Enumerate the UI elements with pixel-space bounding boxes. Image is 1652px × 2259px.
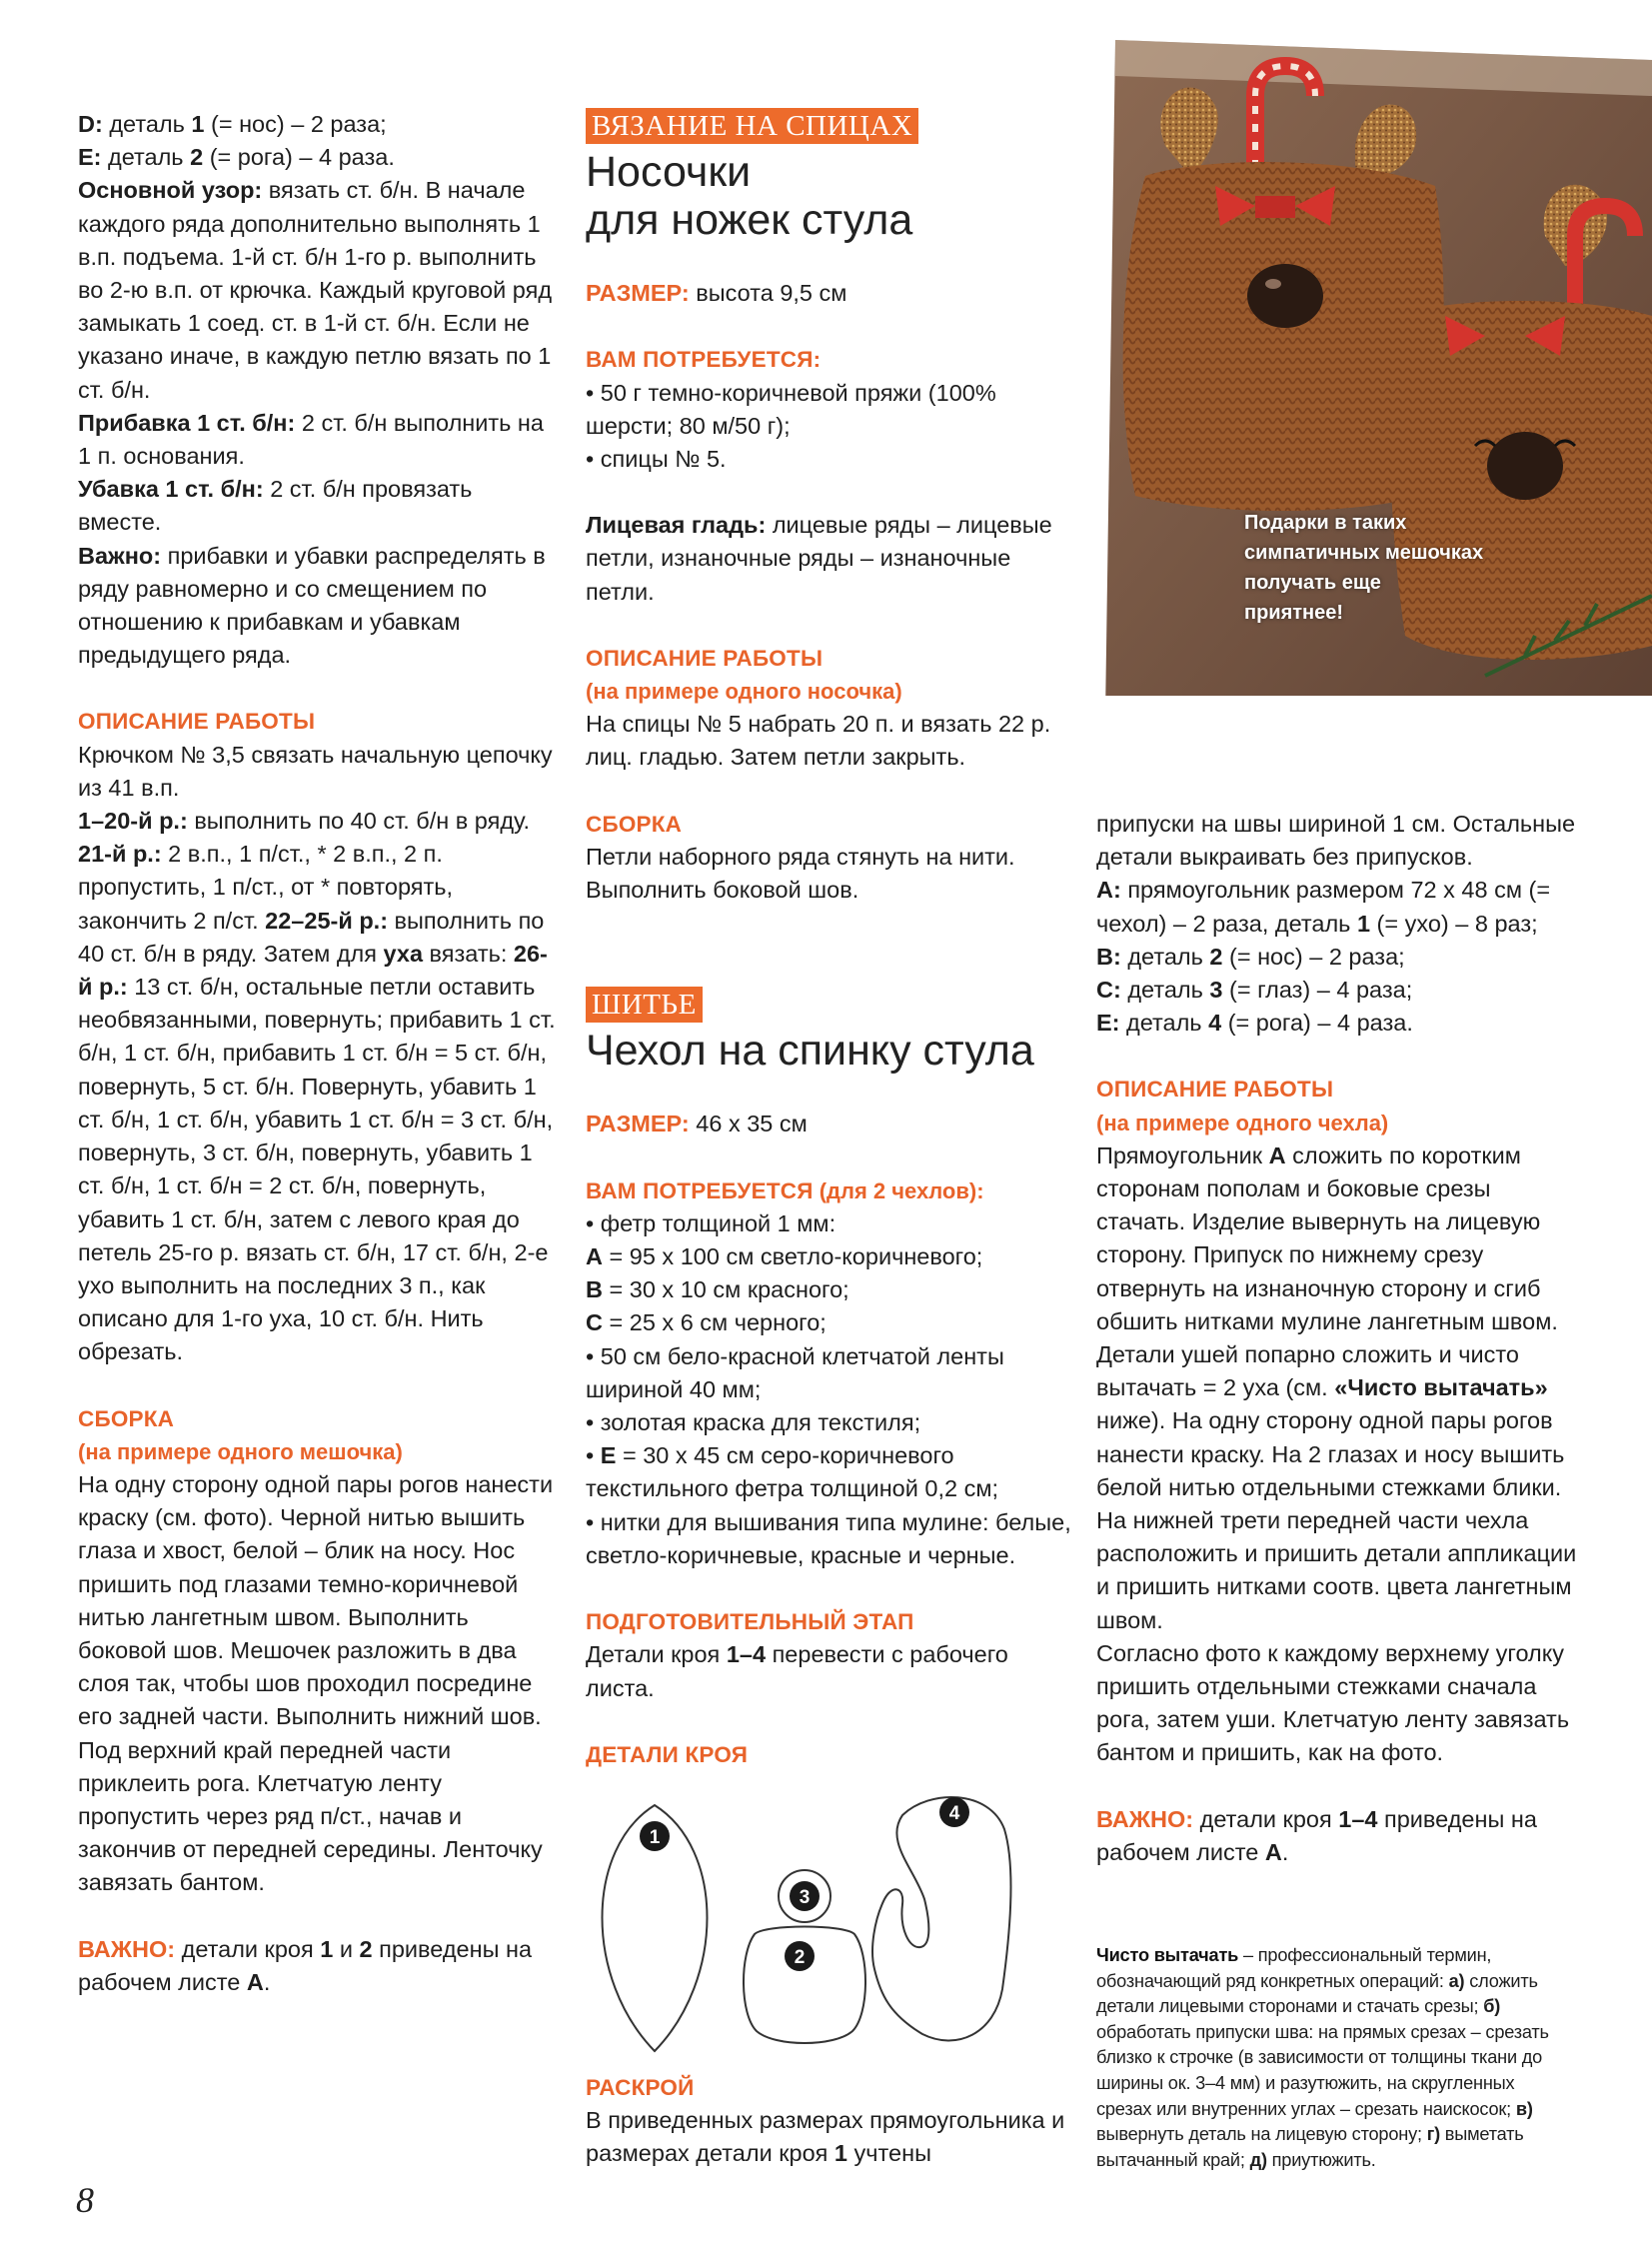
cut-c: С: деталь 3 (= глаз) – 4 раза;: [1096, 977, 1413, 1004]
assembly-text: На одну сторону одной пары рогов нанести краску (см. фото). Черной нитью вышить глаза и хвост, белой – блик на носу. Нос пришить под глазами темно-коричневой нитью лангетным швом. Выполнить боковой шов. Мешочек разложить в два слоя так, чтобы шов проходил посредине его задней части. Выполнить нижний шов. Под верхний край передней части приклеить рога. Клетчатую ленту пропустить через ряд п/ст., начав и закончив от передней середины. Ленточку завязать бантом.: [78, 1470, 554, 1896]
need2-a: А = 95 х 100 см светло-коричневого;: [586, 1243, 983, 1270]
prep-text: Детали кроя 1–4 перевести с рабочего листа.: [586, 1641, 1008, 1701]
need2-e: • Е = 30 х 45 см серо-коричневого текстильного фетра толщиной 0,2 см;: [586, 1442, 999, 1502]
pattern-pieces-diagram: [585, 1769, 1024, 2064]
work-heading-cover: ОПИСАНИЕ РАБОТЫ: [1096, 1077, 1334, 1103]
cut-intro: припуски на швы шириной 1 см. Остальные детали выкраивать без припусков.: [1096, 811, 1576, 871]
piece-4-antler-shape: [872, 1797, 1010, 2041]
assembly-text-socks: Петли наборного ряда стянуть на нити. Выполнить боковой шов.: [586, 843, 1015, 904]
materials-d: D: деталь 1 (= нос) – 2 раза;: [78, 111, 387, 137]
title-cover: Чехол на спинку стула: [586, 1027, 1034, 1076]
title-socks: Носочки для ножек стула: [586, 148, 913, 245]
assembly-heading-socks: СБОРКА: [586, 811, 683, 837]
increase: Прибавка 1 ст. б/н: 2 ст. б/н выполнить на 1 п. основания.: [78, 409, 544, 470]
photo-reindeer-bags: [1105, 36, 1652, 736]
piece-4-label: 4: [948, 1803, 960, 1824]
piece-1-label: 1: [649, 1827, 661, 1848]
need2-paint: • золотая краска для текстиля;: [586, 1409, 921, 1436]
bag-1-nose: [1247, 264, 1323, 328]
piece-3-label: 3: [799, 1887, 811, 1908]
materials-e: E: деталь 2 (= рога) – 4 раза.: [78, 144, 395, 171]
section-banner-sewing: ШИТЬЕ: [586, 987, 703, 1023]
work-sub-socks: (на примере одного носочка): [586, 679, 902, 705]
cut-e: Е: деталь 4 (= рога) – 4 раза.: [1096, 1010, 1413, 1037]
important-cover: ВАЖНО: детали кроя 1–4 приведены на рабочем листе А.: [1096, 1805, 1537, 1865]
size-socks: РАЗМЕР: высота 9,5 см: [586, 280, 847, 307]
cut-heading: РАСКРОЙ: [586, 2075, 695, 2100]
important-note: Важно: прибавки и убавки распределять в ряду равномерно и со смещением по отношению к прибавкам и убавкам предыдущего ряда.: [78, 542, 546, 669]
cut-text: В приведенных размерах прямоугольника и размерах детали кроя 1 учтены: [586, 2107, 1065, 2167]
need2-felt: • фетр толщиной 1 мм:: [586, 1209, 836, 1236]
work-text-cover: Прямоугольник А сложить по коротким сторонам пополам и боковые срезы стачать. Изделие вывернуть на лицевую сторону. Припуск по нижнему срезу отвернуть на изнаночную сторону и сгиб обшить нитками мулине лангетным швом. Детали ушей попарно сложить и чисто вытачать = 2 уха (см. «Чисто вытачать» ниже). На одну сторону одной пары рогов нанести краску. На 2 глазах и носу вышить белой нитью отдельными стежками блики. На нижней трети передней части чехла расположить и пришить детали аппликации и пришить нитками соотв. цвета лангетным швом.: [1096, 1141, 1577, 1633]
work-sub-cover: (на примере одного чехла): [1096, 1110, 1389, 1135]
photo-caption: Подарки в таких симпатичных мешочках получать еще приятнее!: [1244, 512, 1484, 624]
size-cover: РАЗМЕР: 46 х 35 см: [586, 1111, 808, 1137]
need2-threads: • нитки для вышивания типа мулине: белые, светло-коричневые, красные и черные.: [586, 1508, 1071, 1568]
stitch-desc: Лицевая гладь: лицевые ряды – лицевые петли, изнаночные ряды – изнаночные петли.: [586, 512, 1052, 605]
column-left: [78, 108, 558, 1999]
column-right: [1096, 808, 1581, 1869]
need-needles: • спицы № 5.: [586, 446, 727, 473]
bag-2-nose: [1487, 432, 1563, 500]
main-pattern: Основной узор: вязать ст. б/н. В начале каждого ряда дополнительно выполнять 1 в.п. подъема. 1-й ст. б/н 1-го р. выполнить во 2-ю в.п. от крючка. Каждый круговой ряд замыкать 1 соед. ст. в 1-й ст. б/н. Если не указано иначе, в каждую петлю вязать по 1 ст. б/н.: [78, 177, 553, 403]
page-number: 8: [76, 2180, 94, 2220]
column-middle-bottom: [586, 2071, 1075, 2171]
work-p1: Крючком № 3,5 связать начальную цепочку из 41 в.п.: [78, 741, 553, 801]
section-banner-knitting: ВЯЗАНИЕ НА СПИЦАХ: [586, 108, 918, 144]
need2-b: В = 30 х 10 см красного;: [586, 1276, 849, 1303]
rows-1-20: 1–20-й р.: выполнить по 40 ст. б/н в ряду.: [78, 808, 530, 835]
assembly-sub: (на примере одного мешочка): [78, 1438, 403, 1464]
work-heading-socks: ОПИСАНИЕ РАБОТЫ: [586, 645, 824, 671]
piece-2-label: 2: [794, 1947, 806, 1968]
assembly-heading: СБОРКА: [78, 1405, 175, 1431]
photo-frame: [1105, 36, 1652, 736]
need2-ribbon: • 50 см бело-красной клетчатой ленты шириной 40 мм;: [586, 1342, 1004, 1402]
need2-heading: ВАМ ПОТРЕБУЕТСЯ (для 2 чехлов):: [586, 1177, 984, 1203]
glossary-note: Чисто вытачать – профессиональный термин, обозначающий ряд конкретных операций: а) сложить детали лицевыми сторонами и стачать срезы; б) обработать припуски шва: на прямых срезах – срезать близко к строчке (в зависимости от толщины ткани до ширины ок. 3–4 мм) и разутюжить, на скругленных срезах или внутренних углах – срезать наискосок; в) вывернуть деталь на лицевую сторону; г) выметать вытачанный край; д) приутюжить.: [1096, 1945, 1549, 2170]
need-heading: ВАМ ПОТРЕБУЕТСЯ:: [586, 347, 822, 373]
column-middle: [586, 108, 1075, 1771]
cut-a: А: прямоугольник размером 72 х 48 см (= чехол) – 2 раза, деталь 1 (= ухо) – 8 раз;: [1096, 877, 1551, 937]
work-heading: ОПИСАНИЕ РАБОТЫ: [78, 709, 316, 735]
prep-heading: ПОДГОТОВИТЕЛЬНЫЙ ЭТАП: [586, 1609, 914, 1635]
work-text-socks: На спицы № 5 набрать 20 п. и вязать 22 р. лиц. гладью. Затем петли закрыть.: [586, 711, 1051, 771]
cut-b: В: деталь 2 (= нос) – 2 раза;: [1096, 943, 1405, 970]
need2-c: С = 25 х 6 см черного;: [586, 1309, 826, 1336]
decrease: Убавка 1 ст. б/н: 2 ст. б/н провязать вместе.: [78, 476, 473, 536]
pattern-heading: ДЕТАЛИ КРОЯ: [586, 1741, 749, 1767]
need-yarn: • 50 г темно-коричневой пряжи (100% шерсти; 80 м/50 г);: [586, 379, 996, 439]
important-pieces: ВАЖНО: детали кроя 1 и 2 приведены на рабочем листе А.: [78, 1935, 533, 1995]
rows-21-26: 21-й р.: 2 в.п., 1 п/ст., * 2 в.п., 2 п. пропустить, 1 п/ст., от * повторять, закончить 2 п/ст. 22–25-й р.: выполнить по 40 ст. б/н в ряду. Затем для уха вязать: 26-й р.: 13 ст. б/н, остальные петли оставить необвязанными, повернуть; прибавить 1 ст. б/н, 1 ст. б/н, прибавить 1 ст. б/н = 5 ст. б/н, повернуть, 5 ст. б/н. Повернуть, убавить 1 ст. б/н, 1 ст. б/н, убавить 1 ст. б/н = 3 ст. б/н, повернуть, 3 ст. б/н, повернуть, убавить 1 ст. б/н, 1 ст. б/н = 2 ст. б/н, повернуть, убавить 1 ст. б/н, затем с левого края до петель 25-го р. вязать ст. б/н, 17 ст. б/н, 2-е ухо выполнить на последних 3 п., как описано для 1-го уха, 10 ст. б/н. Нить обрезать.: [78, 841, 556, 1365]
work-text-cover-2: Согласно фото к каждому верхнему уголку пришить отдельными стежками сначала рога, затем уши. Клетчатую ленту завязать бантом и пришить, как на фото.: [1096, 1639, 1570, 1766]
